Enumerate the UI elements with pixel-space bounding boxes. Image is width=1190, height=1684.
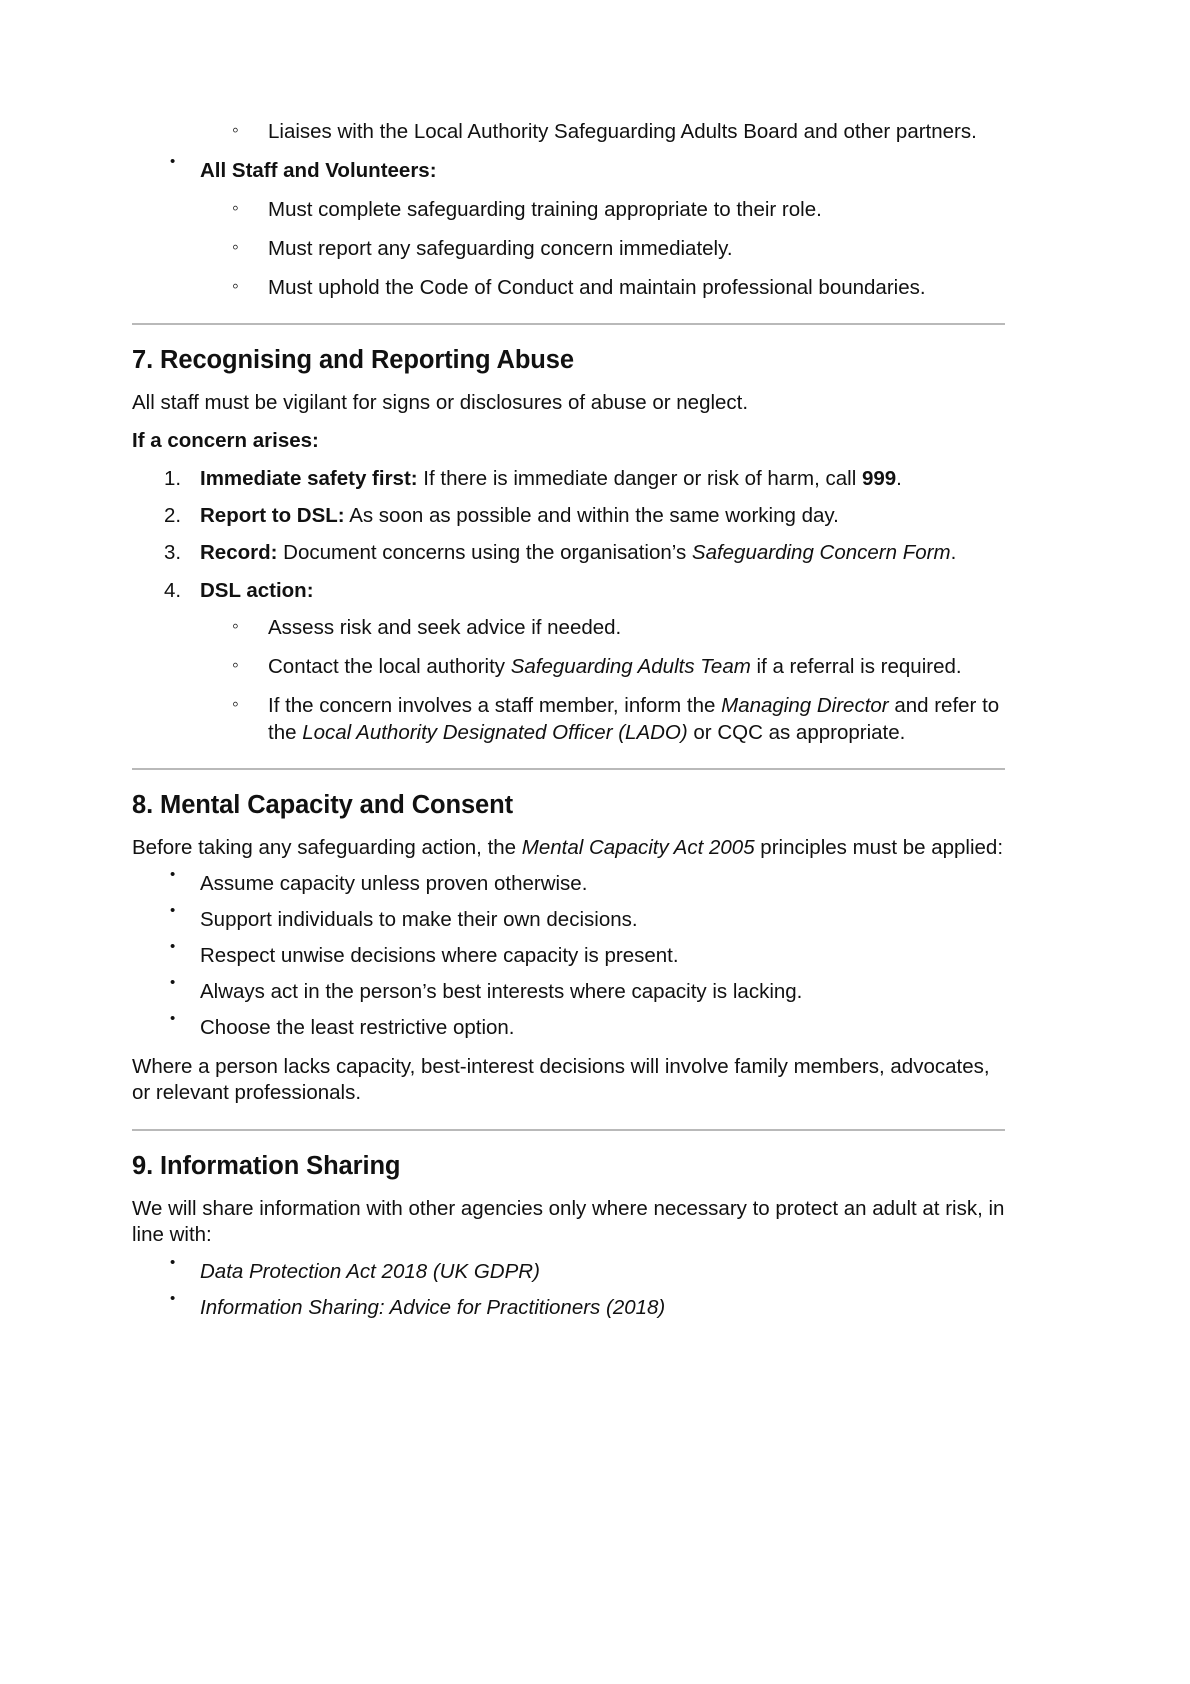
- list-item: [132, 118, 1005, 145]
- step-text-before: As soon as possible and within the same working day.: [344, 504, 839, 528]
- dsl-action-text: Assess risk and seek advice if needed.: [268, 615, 622, 639]
- reference-text: Information Sharing: Advice for Practitioners (2018): [200, 1296, 666, 1319]
- section-7: [132, 345, 1005, 746]
- section-heading: 7. Recognising and Reporting Abuse: [132, 346, 574, 375]
- section-9: [132, 1151, 1005, 1321]
- list-item: [132, 978, 1005, 1005]
- step-label: Record:: [200, 541, 278, 565]
- list-item: [132, 1258, 1005, 1285]
- section-divider: [132, 323, 1005, 325]
- dsl-action-sublist-wrapper: [200, 614, 1005, 746]
- duty-item-text: Must complete safeguarding training appropriate to their role.: [268, 198, 822, 222]
- step-text-after: .: [896, 467, 902, 491]
- role-group-label: All Staff and Volunteers:: [200, 159, 437, 183]
- list-item: [132, 502, 1005, 529]
- principle-text: Assume capacity unless proven otherwise.: [200, 872, 588, 896]
- principle-text: Choose the least restrictive option.: [200, 1016, 515, 1040]
- list-item: [132, 235, 1005, 262]
- step-text-after: .: [950, 541, 957, 565]
- list-item: [200, 614, 1005, 641]
- list-item: [132, 942, 1005, 969]
- duty-item-text: Must report any safeguarding concern immediately.: [268, 237, 733, 261]
- section-intro-paragraph: [132, 835, 1005, 862]
- dsl-action-italic-reference: Managing Director: [721, 693, 889, 717]
- step-text-before: If there is immediate danger or risk of harm, call: [417, 467, 862, 491]
- dsl-action-text-after: or CQC as appropriate.: [687, 720, 906, 744]
- section-subheading: If a concern arises:: [132, 428, 319, 452]
- list-item: [132, 1014, 1005, 1041]
- list-item: [132, 196, 1005, 223]
- step-label: Immediate safety first:: [200, 467, 418, 491]
- list-item: [200, 653, 1005, 680]
- list-item: [132, 870, 1005, 897]
- list-item: [132, 274, 1005, 301]
- section-divider: [132, 768, 1005, 770]
- list-item: [132, 577, 1005, 746]
- dsl-action-text: Contact the local authority: [268, 654, 511, 678]
- document-body: [132, 118, 1005, 1321]
- role-group-list: [132, 157, 1005, 184]
- continued-roles-block: [132, 118, 1005, 301]
- information-sharing-references-list: [132, 1258, 1005, 1321]
- intro-italic-reference: Mental Capacity Act 2005: [521, 835, 755, 859]
- list-item: [132, 1294, 1005, 1321]
- step-label: Report to DSL:: [200, 504, 345, 528]
- step-text-before: Document concerns using the organisation’s: [277, 541, 692, 565]
- dsl-action-text-mid: and refer to the: [268, 693, 1000, 744]
- principle-text: Support individuals to make their own decisions.: [200, 908, 638, 932]
- dsl-action-italic-reference: Safeguarding Adults Team: [510, 654, 751, 678]
- intro-text-before: Before taking any safeguarding action, the: [132, 835, 522, 859]
- step-label: DSL action:: [200, 578, 314, 602]
- continued-sub-item-text: Liaises with the Local Authority Safeguarding Adults Board and other partners.: [268, 120, 977, 143]
- step-italic-reference: Safeguarding Concern Form: [691, 541, 951, 565]
- principle-text: Respect unwise decisions where capacity is present.: [200, 944, 679, 968]
- principle-text: Always act in the person’s best interests where capacity is lacking.: [200, 980, 803, 1004]
- list-item: [200, 692, 1005, 746]
- section-intro-paragraph: We will share information with other agencies only where necessary to protect an adult at risk, in line with:: [132, 1196, 1005, 1247]
- dsl-action-text-after: if a referral is required.: [750, 654, 962, 678]
- section-closing-paragraph: Where a person lacks capacity, best-interest decisions will involve family members, advocates, or relevant professionals.: [132, 1054, 990, 1105]
- list-item: [132, 539, 1005, 566]
- dsl-action-italic-reference-2: Local Authority Designated Officer (LADO): [302, 720, 688, 744]
- list-item: [132, 465, 1005, 492]
- dsl-actions-list: [200, 614, 1005, 746]
- section-intro-paragraph: All staff must be vigilant for signs or disclosures of abuse or neglect.: [132, 391, 749, 415]
- role-group-duties-list: [132, 196, 1005, 301]
- reference-text: Data Protection Act 2018 (UK GDPR): [200, 1259, 540, 1283]
- list-item: [132, 906, 1005, 933]
- section-8: [132, 790, 1005, 1107]
- step-emphasis: 999: [861, 467, 897, 491]
- duty-item-text: Must uphold the Code of Conduct and maintain professional boundaries.: [268, 276, 926, 300]
- section-heading: 9. Information Sharing: [132, 1151, 401, 1180]
- list-item: [132, 157, 1005, 184]
- section-heading: 8. Mental Capacity and Consent: [132, 790, 513, 819]
- section-divider: [132, 1129, 1005, 1131]
- capacity-principles-list: [132, 870, 1005, 1041]
- concern-steps-list: [132, 465, 1005, 745]
- dsl-action-text: If the concern involves a staff member, inform the: [268, 693, 722, 717]
- continued-sub-list: [132, 118, 1005, 145]
- intro-text-after: principles must be applied:: [754, 835, 1004, 859]
